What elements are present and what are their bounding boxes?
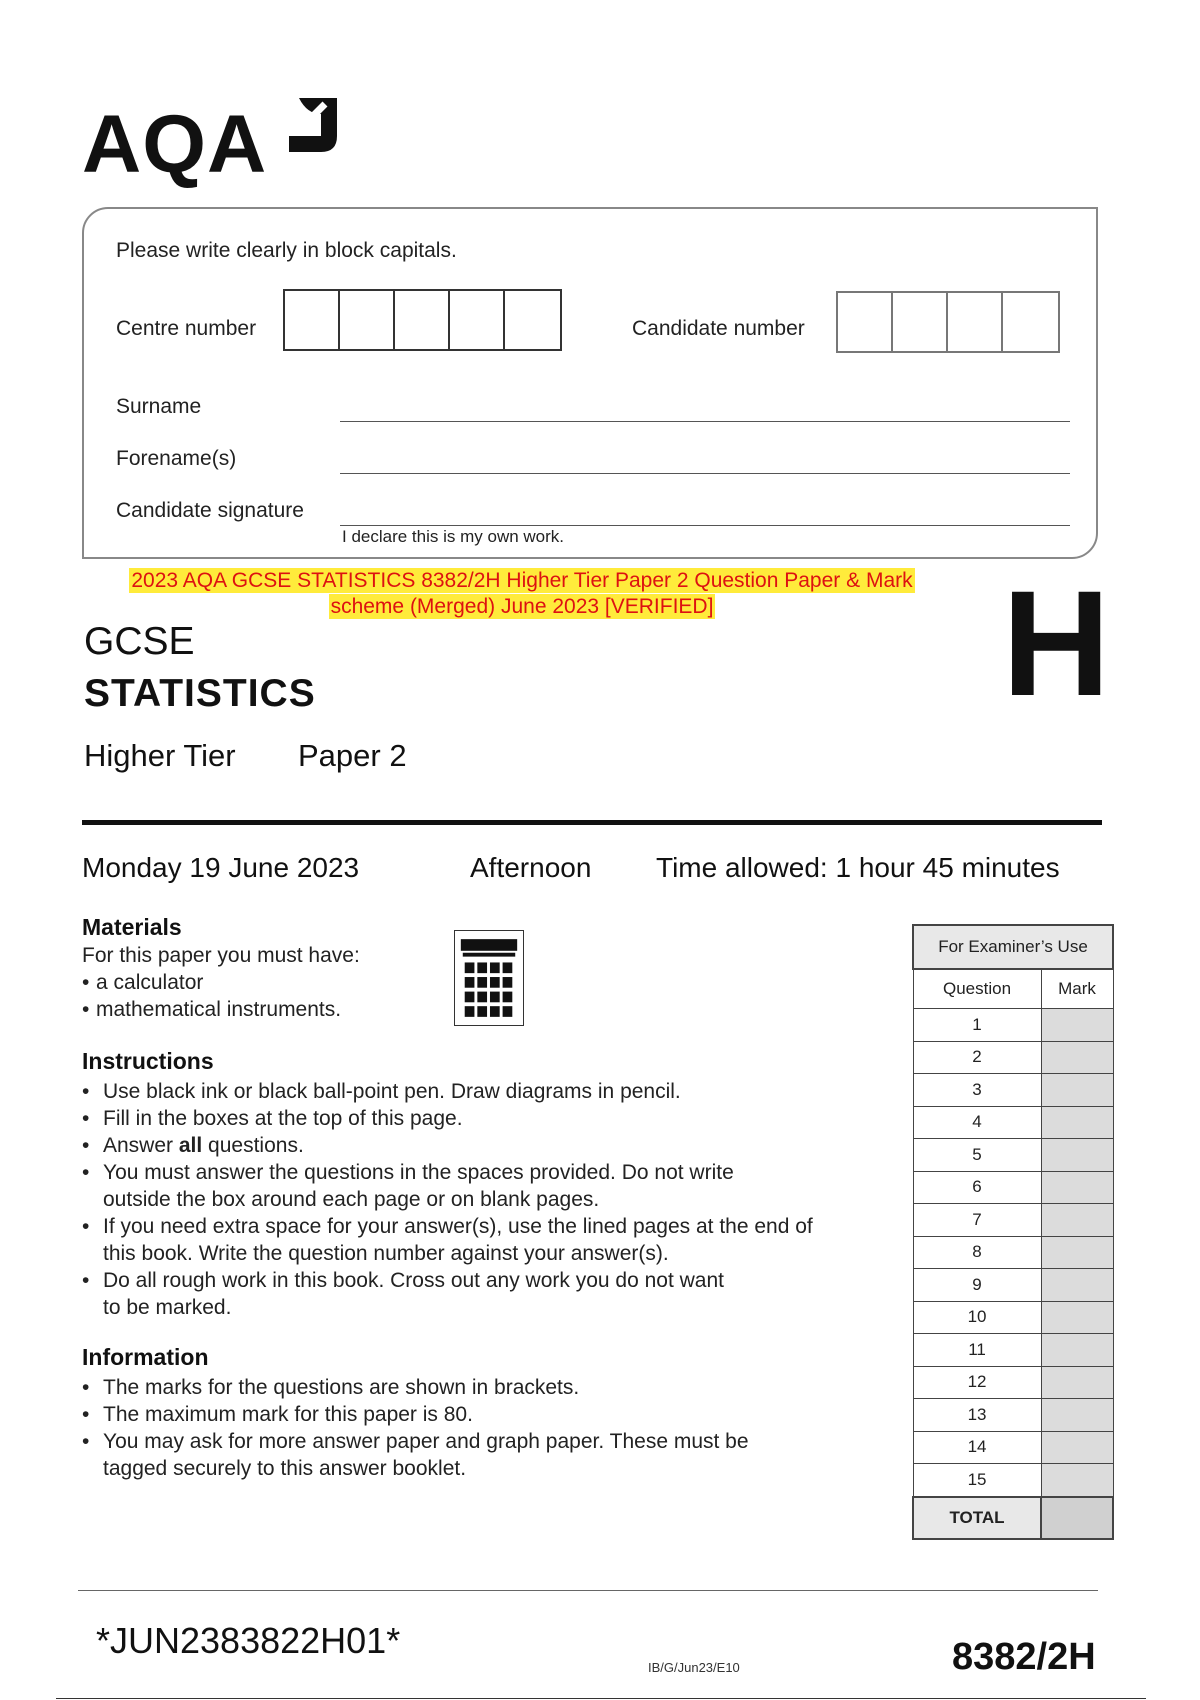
calculator-icon xyxy=(454,930,524,1026)
candidate-number-digit[interactable] xyxy=(893,293,948,351)
candidate-number-digit[interactable] xyxy=(838,293,893,351)
mark-cell xyxy=(1041,1269,1113,1302)
header-divider xyxy=(82,820,1102,825)
logo-text: AQA xyxy=(82,99,268,190)
question-number: 10 xyxy=(913,1301,1041,1334)
candidate-number-digit[interactable] xyxy=(1003,293,1058,351)
mark-cell xyxy=(1041,1399,1113,1432)
calculator-key xyxy=(503,1006,513,1017)
information-item: • The marks for the questions are shown in brackets. xyxy=(82,1374,882,1401)
instructions-list xyxy=(82,1078,882,1321)
mark-cell xyxy=(1041,1431,1113,1464)
centre-number-boxes[interactable] xyxy=(283,289,562,351)
total-label: TOTAL xyxy=(913,1497,1041,1539)
paper-code: 8382/2H xyxy=(952,1636,1096,1678)
subject-title: STATISTICS xyxy=(84,672,316,715)
question-number: 11 xyxy=(913,1334,1041,1367)
signature-field[interactable] xyxy=(340,525,1070,526)
aqa-logo-mark-icon xyxy=(285,96,341,154)
mark-cell xyxy=(1041,1041,1113,1074)
mark-cell xyxy=(1041,1074,1113,1107)
examiner-row xyxy=(913,1139,1113,1172)
calculator-key xyxy=(490,977,500,988)
examiner-row xyxy=(913,1366,1113,1399)
candidate-number-label: Candidate number xyxy=(632,317,805,340)
surname-field[interactable] xyxy=(340,421,1070,422)
calculator-key xyxy=(490,1006,500,1017)
materials-intro: For this paper you must have: xyxy=(82,944,360,967)
examiner-row xyxy=(913,1399,1113,1432)
centre-number-label: Centre number xyxy=(116,317,257,340)
exam-date: Monday 19 June 2023 xyxy=(82,852,360,883)
highlighted-banner xyxy=(82,568,962,620)
mark-cell xyxy=(1041,1009,1113,1042)
materials-list xyxy=(82,969,341,1023)
question-number: 12 xyxy=(913,1366,1041,1399)
calculator-key xyxy=(465,1006,475,1017)
examiner-row xyxy=(913,1204,1113,1237)
calculator-key xyxy=(465,977,475,988)
centre-number-digit[interactable] xyxy=(395,291,450,349)
candidate-number-boxes[interactable] xyxy=(836,291,1060,353)
question-number: 15 xyxy=(913,1464,1041,1497)
centre-number-digit[interactable] xyxy=(450,291,505,349)
mark-cell xyxy=(1041,1464,1113,1497)
materials-item: • mathematical instruments. xyxy=(82,996,341,1023)
question-number: 8 xyxy=(913,1236,1041,1269)
centre-number-digit[interactable] xyxy=(340,291,395,349)
examiner-row xyxy=(913,1106,1113,1139)
tier-letter: H xyxy=(1002,559,1111,727)
information-item: • The maximum mark for this paper is 80. xyxy=(82,1401,882,1428)
examiner-row xyxy=(913,1009,1113,1042)
footer-divider xyxy=(78,1590,1098,1591)
mark-cell xyxy=(1041,1204,1113,1237)
examiner-row xyxy=(913,1334,1113,1367)
examiner-row xyxy=(913,1041,1113,1074)
examiner-row xyxy=(913,1464,1113,1497)
mark-cell xyxy=(1041,1236,1113,1269)
question-number: 14 xyxy=(913,1431,1041,1464)
question-number: 2 xyxy=(913,1041,1041,1074)
page-edge-rule xyxy=(56,1698,1146,1699)
qualification-title: GCSE xyxy=(84,620,195,663)
calculator-key xyxy=(477,1006,487,1017)
block-capitals-instruction: Please write clearly in block capitals. xyxy=(116,239,457,262)
question-number: 4 xyxy=(913,1106,1041,1139)
aqa-logo xyxy=(82,96,352,190)
question-number: 1 xyxy=(913,1009,1041,1042)
exam-session: Afternoon xyxy=(470,852,592,883)
instruction-item: • Answer all questions. xyxy=(82,1132,882,1159)
total-mark-cell xyxy=(1041,1497,1113,1539)
examiners-use-title: For Examiner’s Use xyxy=(913,925,1113,969)
calculator-key xyxy=(465,992,475,1003)
declaration-text: I declare this is my own work. xyxy=(342,527,565,546)
materials-heading: Materials xyxy=(82,914,182,940)
tier-label: Higher Tier xyxy=(84,738,236,773)
examiner-row xyxy=(913,1269,1113,1302)
candidate-number-digit[interactable] xyxy=(948,293,1003,351)
mark-cell xyxy=(1041,1366,1113,1399)
paper-label: Paper 2 xyxy=(298,738,407,773)
document-reference: IB/G/Jun23/E10 xyxy=(648,1660,740,1675)
examiner-row xyxy=(913,1431,1113,1464)
question-number: 13 xyxy=(913,1399,1041,1432)
calculator-key xyxy=(503,977,513,988)
mark-cell xyxy=(1041,1171,1113,1204)
question-column-header: Question xyxy=(913,969,1041,1009)
information-item: • You may ask for more answer paper and graph paper. These must be tagged securely to this answer booklet. xyxy=(82,1428,882,1482)
information-heading: Information xyxy=(82,1344,209,1370)
forenames-field[interactable] xyxy=(340,473,1070,474)
forenames-label: Forename(s) xyxy=(116,447,237,470)
barcode-text: *JUN2383822H01* xyxy=(96,1620,401,1661)
instruction-item: • Do all rough work in this book. Cross out any work you do not want to be marked. xyxy=(82,1267,882,1321)
question-number: 7 xyxy=(913,1204,1041,1237)
calculator-key xyxy=(477,977,487,988)
examiners-use-table xyxy=(912,924,1114,1540)
banner-line-1: 2023 AQA GCSE STATISTICS 8382/2H Higher Tier Paper 2 Question Paper & Mark xyxy=(131,569,913,592)
centre-number-digit[interactable] xyxy=(285,291,340,349)
instruction-item: • If you need extra space for your answer(s), use the lined pages at the end of this book. Write the question number against your answer(s). xyxy=(82,1213,882,1267)
examiner-row xyxy=(913,1301,1113,1334)
candidate-details-box xyxy=(82,207,1098,559)
centre-number-digit[interactable] xyxy=(505,291,560,349)
instruction-item: • Fill in the boxes at the top of this page. xyxy=(82,1105,882,1132)
question-number: 9 xyxy=(913,1269,1041,1302)
calculator-key xyxy=(503,992,513,1003)
calculator-key xyxy=(477,992,487,1003)
examiner-row xyxy=(913,1074,1113,1107)
question-number: 5 xyxy=(913,1139,1041,1172)
information-list xyxy=(82,1374,882,1482)
question-number: 3 xyxy=(913,1074,1041,1107)
mark-column-header: Mark xyxy=(1041,969,1113,1009)
instruction-item: • Use black ink or black ball-point pen. Draw diagrams in pencil. xyxy=(82,1078,882,1105)
instruction-item: • You must answer the questions in the spaces provided. Do not write outside the box around each page or on blank pages. xyxy=(82,1159,882,1213)
materials-item: • a calculator xyxy=(82,969,341,996)
mark-cell xyxy=(1041,1301,1113,1334)
calculator-key xyxy=(503,962,513,973)
examiner-row xyxy=(913,1236,1113,1269)
calculator-key xyxy=(490,962,500,973)
calculator-key xyxy=(477,962,487,973)
instructions-heading: Instructions xyxy=(82,1048,214,1074)
mark-cell xyxy=(1041,1106,1113,1139)
signature-label: Candidate signature xyxy=(116,499,304,522)
mark-cell xyxy=(1041,1334,1113,1367)
examiner-row xyxy=(913,1171,1113,1204)
banner-line-2: scheme (Merged) June 2023 [VERIFIED] xyxy=(330,595,714,618)
mark-cell xyxy=(1041,1139,1113,1172)
time-allowed: Time allowed: 1 hour 45 minutes xyxy=(656,852,1060,883)
calculator-key xyxy=(490,992,500,1003)
surname-label: Surname xyxy=(116,395,202,418)
question-number: 6 xyxy=(913,1171,1041,1204)
calculator-key xyxy=(465,962,475,973)
